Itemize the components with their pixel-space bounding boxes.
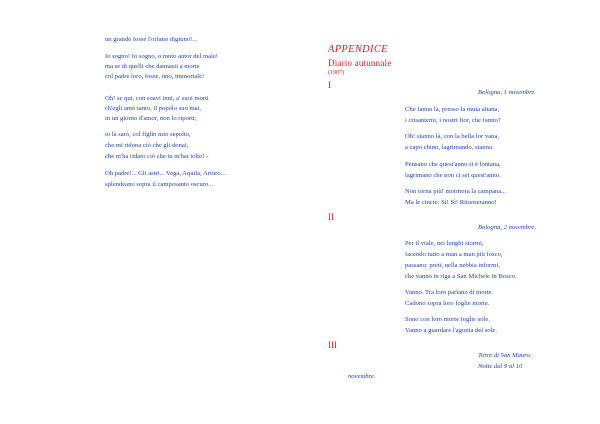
verse-line: Cadono sopra loro foglie morte. xyxy=(405,300,490,307)
verse-line: Sono con loro morte foglie sole. xyxy=(405,316,490,323)
verse-line: Vanno a guardare l'agonia del sole. xyxy=(405,327,497,334)
section-date: Bologna, 2 novembre. xyxy=(478,224,536,231)
verse-line: Non torna più! mormora la campana... xyxy=(405,188,507,195)
section-numeral: III xyxy=(328,340,337,350)
section-time: Notte dal 9 al 10 xyxy=(478,363,523,370)
verse-line: Pensano che quest'anno si è lontana, xyxy=(405,161,501,168)
verse-line: che vanno in riga a San Michele in Bosco. xyxy=(405,273,517,280)
verse-line: Ma le cincie: Sì! Sì! Ritorneranno! xyxy=(405,199,497,206)
section-date: novembre. xyxy=(348,373,376,380)
verse-line: lagrimano che non ci sei quest'anno. xyxy=(405,172,501,179)
verse-line: io là sarò, col figlio mio sepolto, xyxy=(105,131,191,138)
verse-line: in un giorno d'amor, non lo riporti; xyxy=(105,115,197,122)
verse-line: Io sogno! Io sogno, o muto autor del male! xyxy=(105,53,218,60)
verse-line: Che fanno là, presso la muta altana, xyxy=(405,106,500,113)
diary-title: Diario autunnale xyxy=(328,58,392,68)
verse-line: facendo tutto a man a man più fosco, xyxy=(405,251,503,258)
verse-line: passano: preti, nella nebbia informi, xyxy=(405,262,500,269)
verse-line: ma se di quelli che dannasti a morte xyxy=(105,63,200,70)
diary-year: (1907) xyxy=(328,70,344,76)
section-date: Bologna, 1 novembre. xyxy=(478,89,536,96)
verse-line: Per il viale, nei lunghi stormi, xyxy=(405,240,484,247)
verse-line: col padre loro, fosse, uno, immortale! xyxy=(105,73,205,80)
section-numeral: I xyxy=(328,80,331,90)
verse-line: Oh! se qui, con soavi inni, a' suoi morti xyxy=(105,95,209,102)
verse-line: Oh! stanno là, con la bella lor vana, xyxy=(405,133,499,140)
section-numeral: II xyxy=(328,212,334,222)
verse-line: ch'egli amò tanto, il popolo suo mai, xyxy=(105,105,202,112)
verse-line: che m'ha ridato ciò che tu m'hai tolto! - xyxy=(105,153,209,160)
verse-line: che mi ridona ciò che gli donai, xyxy=(105,142,189,149)
verse-line: un grande fosse l'orfano digiuno!... xyxy=(105,36,198,43)
section-place: Torre di San Mauro. xyxy=(478,352,532,359)
verse-line: Oh padre!... Gli astri... Vega, Aquila, Arturo... xyxy=(105,170,226,177)
appendix-heading: APPENDICE xyxy=(328,44,388,55)
verse-line: i crisantemi, i nostri fior, che fanno? xyxy=(405,117,501,124)
verse-line: Vanno. Tra loro parlano di morte. xyxy=(405,289,494,296)
verse-line: a capo chino, lagrimando, stanno. xyxy=(405,144,494,151)
verse-line: splendeano sopra il camposanto oscuro... xyxy=(105,181,214,188)
right-page xyxy=(300,0,600,424)
